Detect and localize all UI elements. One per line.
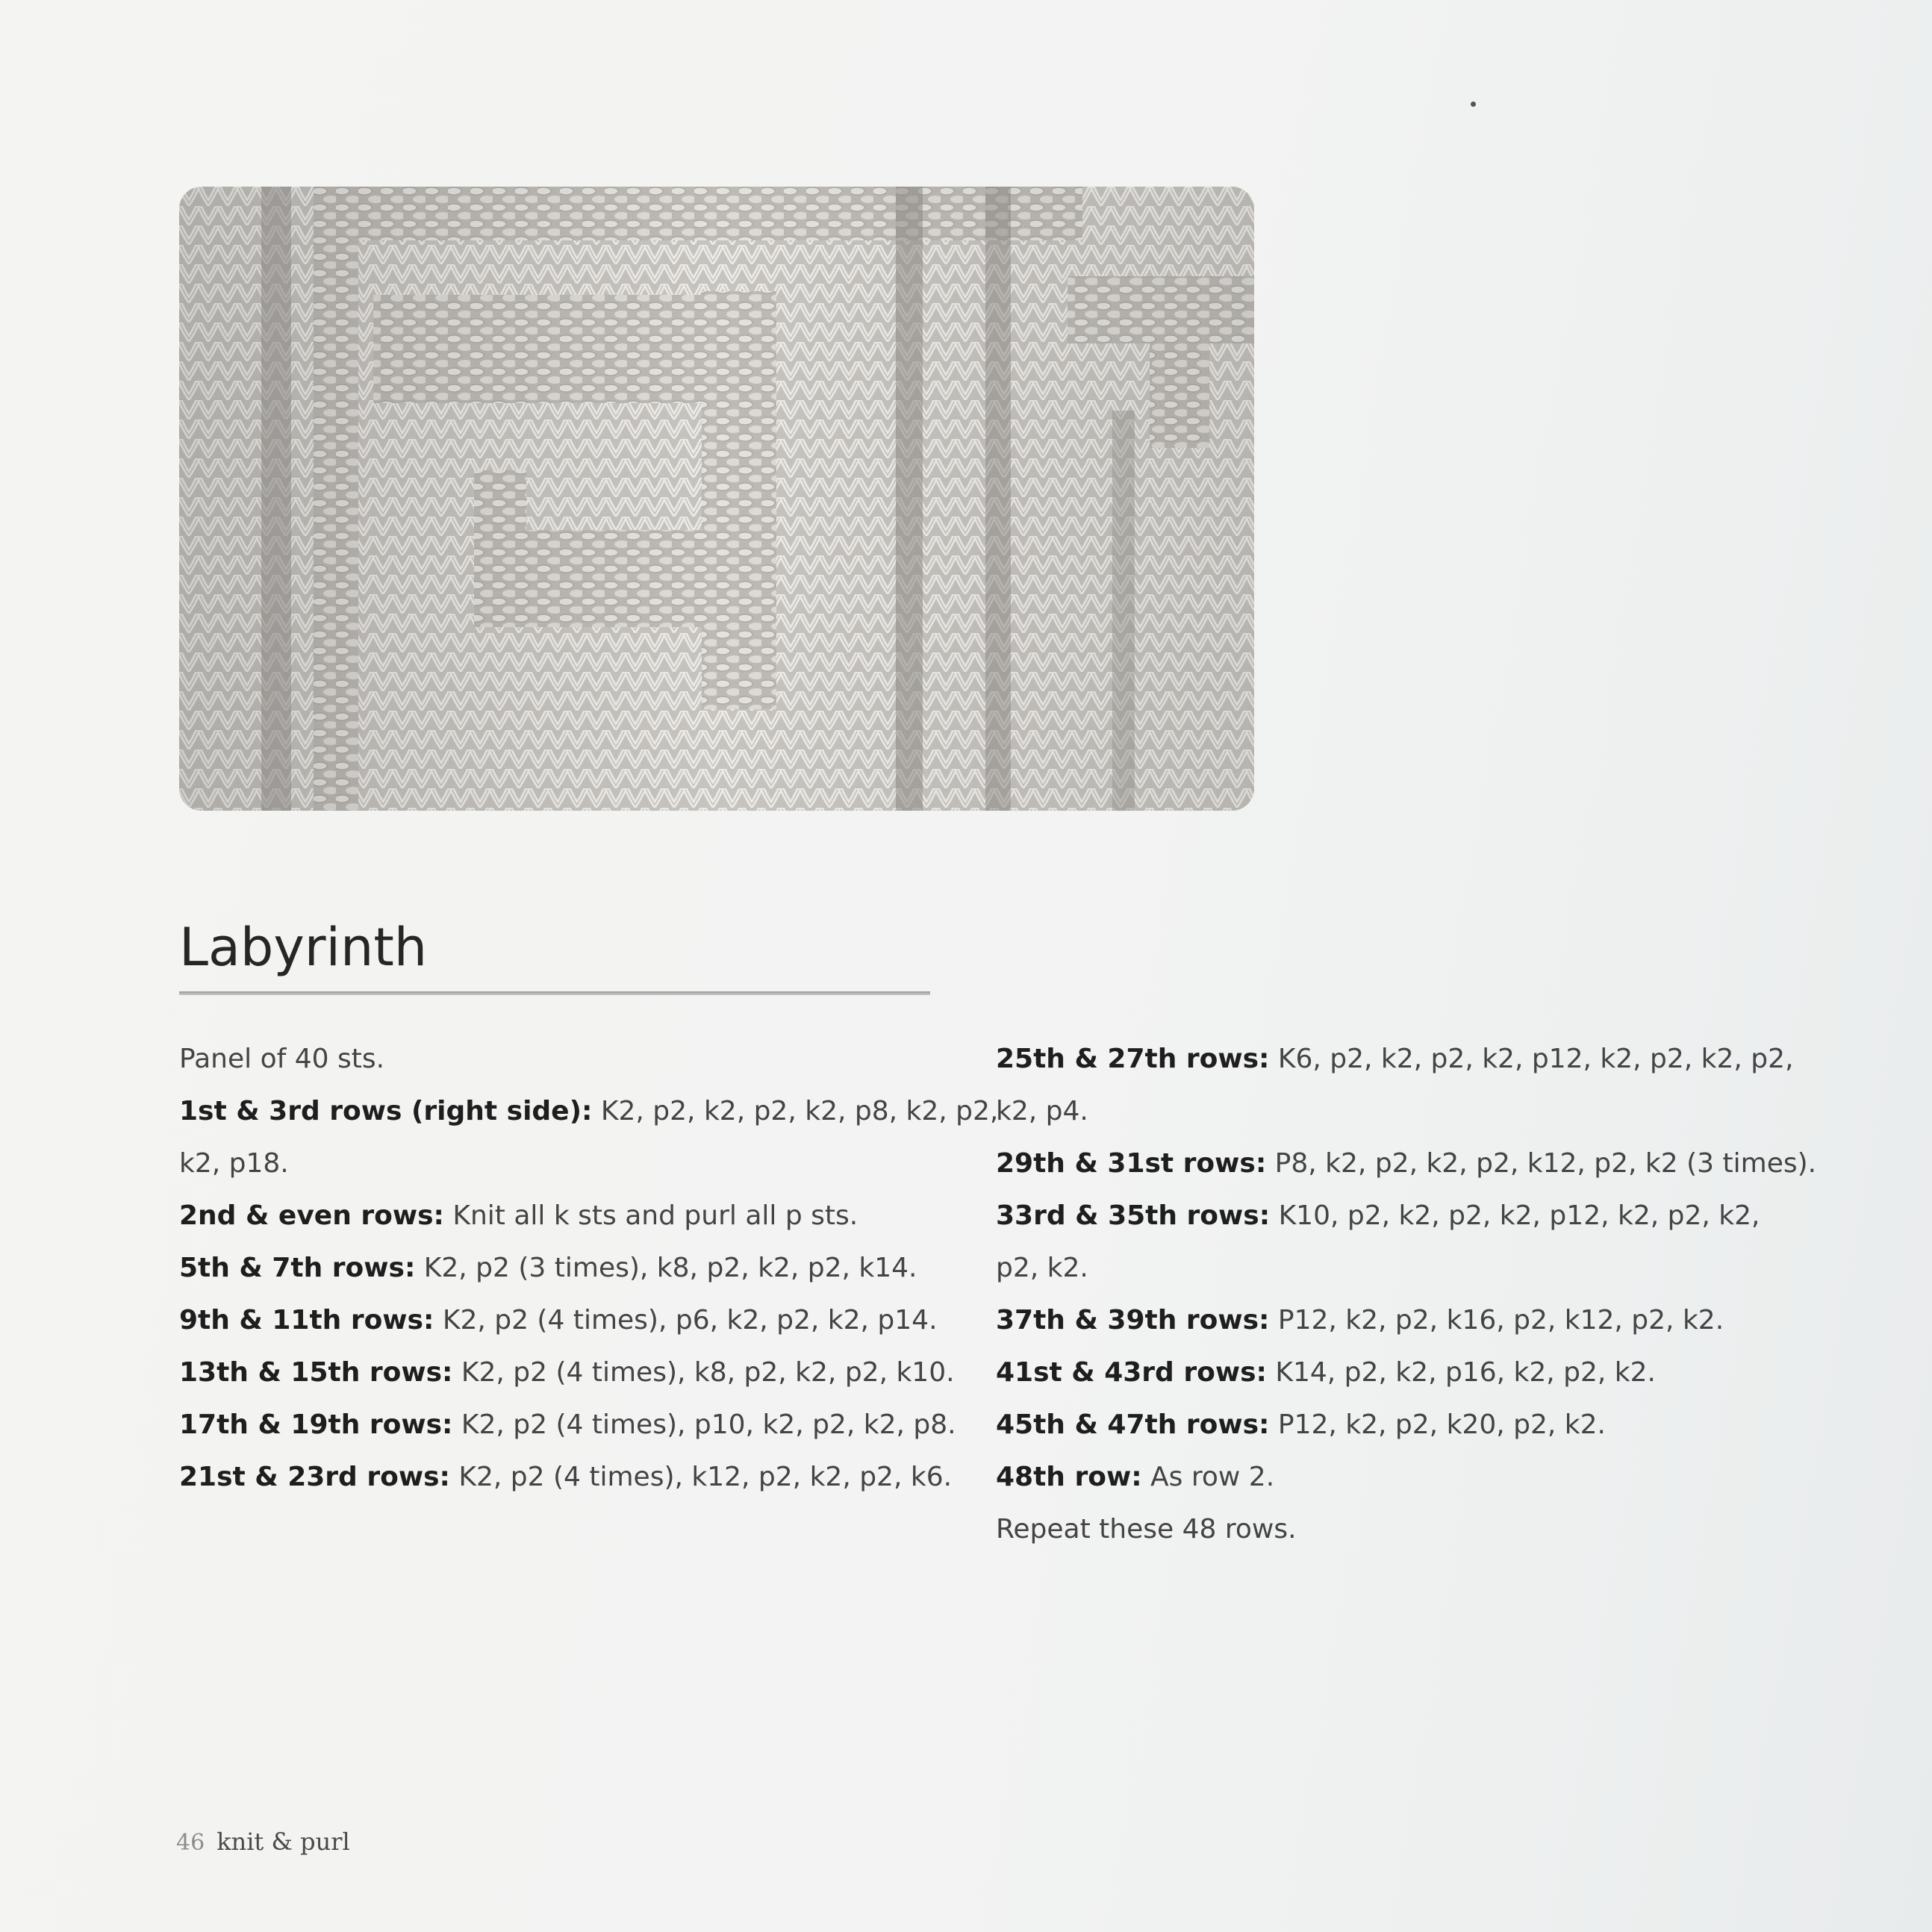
row-label: 29th & 31st rows: xyxy=(996,1148,1267,1179)
instruction-line xyxy=(996,1399,1816,1451)
row-label: 48th row: xyxy=(996,1462,1142,1492)
instructions-left-column xyxy=(179,1033,998,1503)
pattern-title: Labyrinth xyxy=(179,917,428,978)
instruction-line xyxy=(179,1451,998,1503)
knitted-swatch-photo xyxy=(179,187,1254,811)
row-instruction: K2, p2 (3 times), k8, p2, k2, p2, k14. xyxy=(415,1253,917,1283)
instruction-line xyxy=(996,1190,1816,1242)
row-instruction: K2, p2 (4 times), p10, k2, p2, k2, p8. xyxy=(452,1409,956,1440)
row-label: 2nd & even rows: xyxy=(179,1200,444,1231)
row-instruction: P8, k2, p2, k2, p2, k12, p2, k2 (3 times). xyxy=(1266,1148,1817,1179)
row-instruction: P12, k2, p2, k20, p2, k2. xyxy=(1269,1409,1606,1440)
intro-line: Panel of 40 sts. xyxy=(179,1044,385,1074)
row-label: 45th & 47th rows: xyxy=(996,1409,1270,1440)
instruction-line xyxy=(996,1347,1816,1399)
instruction-line xyxy=(996,1503,1816,1556)
instruction-line xyxy=(996,1085,1816,1138)
instruction-line xyxy=(996,1138,1816,1190)
row-instruction: K2, p2 (4 times), k8, p2, k2, p2, k10. xyxy=(452,1357,955,1388)
row-instruction: K2, p2 (4 times), k12, p2, k2, p2, k6. xyxy=(449,1462,953,1492)
title-divider xyxy=(179,991,930,995)
row-instruction: K10, p2, k2, p2, k2, p12, k2, p2, k2, xyxy=(1270,1200,1760,1231)
row-instruction: Repeat these 48 rows. xyxy=(996,1514,1297,1545)
section-name: knit & purl xyxy=(216,1827,350,1856)
row-label: 41st & 43rd rows: xyxy=(996,1357,1267,1388)
instruction-line xyxy=(179,1399,998,1451)
instruction-line xyxy=(179,1242,998,1294)
row-label: 9th & 11th rows: xyxy=(179,1305,434,1336)
row-instruction: Knit all k sts and purl all p sts. xyxy=(443,1200,859,1231)
row-instruction: K14, p2, k2, p16, k2, p2, k2. xyxy=(1266,1357,1656,1388)
instructions-right-column xyxy=(996,1033,1816,1556)
page-footer xyxy=(176,1827,350,1856)
row-instruction: As row 2. xyxy=(1141,1462,1275,1492)
row-label: 25th & 27th rows: xyxy=(996,1044,1270,1074)
row-instruction: K2, p2 (4 times), p6, k2, p2, k2, p14. xyxy=(434,1305,938,1336)
instruction-line xyxy=(996,1451,1816,1503)
row-instruction: k2, p18. xyxy=(179,1148,289,1179)
row-label: 37th & 39th rows: xyxy=(996,1305,1270,1336)
row-instruction: K2, p2, k2, p2, k2, p8, k2, p2, xyxy=(592,1096,999,1127)
row-label: 13th & 15th rows: xyxy=(179,1357,453,1388)
row-label: 33rd & 35th rows: xyxy=(996,1200,1271,1231)
instruction-line xyxy=(179,1294,998,1347)
scan-speck xyxy=(1471,102,1476,107)
instruction-line xyxy=(179,1190,998,1242)
instruction-line xyxy=(996,1242,1816,1294)
row-instruction: P12, k2, p2, k16, p2, k12, p2, k2. xyxy=(1269,1305,1724,1336)
row-label: 17th & 19th rows: xyxy=(179,1409,453,1440)
instruction-line xyxy=(996,1033,1816,1085)
row-label: 5th & 7th rows: xyxy=(179,1253,416,1283)
instruction-line xyxy=(996,1294,1816,1347)
row-instruction: K6, p2, k2, p2, k2, p12, k2, p2, k2, p2, xyxy=(1269,1044,1794,1074)
page-number: 46 xyxy=(176,1830,205,1856)
row-instruction: p2, k2. xyxy=(996,1253,1088,1283)
swatch-texture xyxy=(179,187,1254,811)
row-label: 21st & 23rd rows: xyxy=(179,1462,450,1492)
row-label: 1st & 3rd rows (right side): xyxy=(179,1096,593,1127)
row-instruction: k2, p4. xyxy=(996,1096,1088,1127)
instruction-line xyxy=(179,1347,998,1399)
instruction-line xyxy=(179,1138,998,1190)
instruction-line xyxy=(179,1085,998,1138)
